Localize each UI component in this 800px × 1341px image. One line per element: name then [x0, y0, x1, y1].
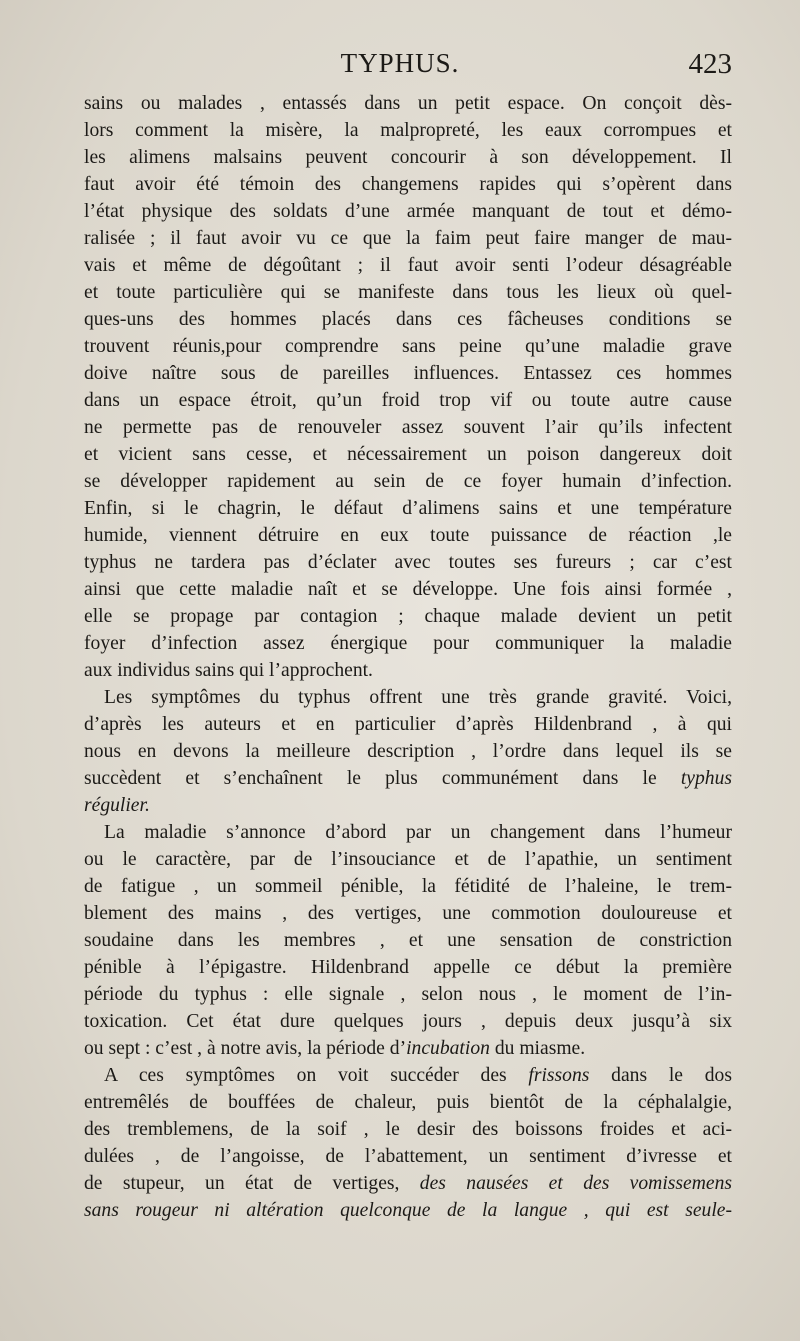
text-line: ralisée ; il faut avoir vu ce que la faim peut faire manger de mau-	[84, 228, 732, 249]
text-line: de fatigue , un sommeil pénible, la fétidité de l’haleine, le trem-	[84, 876, 732, 897]
text-line: dulées , de l’angoisse, de l’abattement, un sentiment d’ivresse et	[84, 1146, 732, 1167]
text-line: lors comment la misère, la malpropreté, les eaux corrompues et	[84, 120, 732, 141]
text-line: entremêlés de bouffées de chaleur, puis bientôt de la céphalalgie,	[84, 1092, 732, 1113]
text-line: l’état physique des soldats d’une armée manquant de tout et démo-	[84, 201, 732, 222]
italic-term: sans rougeur ni altération quelconque de la langue , qui est seule-	[84, 1200, 732, 1221]
text-line: ou le caractère, par de l’insouciance et de l’apathie, un sentiment	[84, 849, 732, 870]
italic-term: incubation	[406, 1038, 490, 1059]
text-line: ques-uns des hommes placés dans ces fâcheuses conditions se	[84, 309, 732, 330]
text-line: toxication. Cet état dure quelques jours , depuis deux jusqu’à six	[84, 1011, 732, 1032]
text-line: vais et même de dégoûtant ; il faut avoir senti l’odeur désagréable	[84, 255, 732, 276]
text-line: et vicient sans cesse, et nécessairement un poison dangereux doit	[84, 444, 732, 465]
running-title: TYPHUS.	[340, 48, 460, 78]
page-number: 423	[688, 48, 732, 80]
text-line: A ces symptômes on voit succéder des frissons dans le dos	[104, 1065, 732, 1086]
text-line: ou sept : c’est , à notre avis, la période d’incubation du miasme.	[84, 1038, 586, 1059]
text-line: soudaine dans les membres , et une sensation de constriction	[84, 930, 732, 951]
text-line: typhus ne tardera pas d’éclater avec toutes ses fureurs ; car c’est	[84, 552, 732, 573]
text-line: des tremblemens, de la soif , le desir des boissons froides et aci-	[84, 1119, 732, 1140]
text-line: nous en devons la meilleure description , l’ordre dans lequel ils se	[84, 741, 732, 762]
running-head	[0, 48, 800, 84]
text-line: dans un espace étroit, qu’un froid trop vif ou toute autre cause	[84, 390, 732, 411]
text-line: se développer rapidement au sein de ce foyer humain d’infection.	[84, 471, 732, 492]
text-line: La maladie s’annonce d’abord par un changement dans l’humeur	[104, 822, 732, 843]
italic-term: frissons	[528, 1065, 590, 1086]
text-line: période du typhus : elle signale , selon nous , le moment de l’in-	[84, 984, 732, 1005]
text-line: ainsi que cette maladie naît et se développe. Une fois ainsi formée ,	[84, 579, 732, 600]
italic-term: régulier.	[84, 795, 150, 816]
text-line: aux individus sains qui l’approchent.	[84, 660, 373, 681]
text-line: doive naître sous de pareilles influences. Entassez ces hommes	[84, 363, 732, 384]
text-line: pénible à l’épigastre. Hildenbrand appelle ce début la première	[84, 957, 732, 978]
text-line	[84, 1197, 732, 1224]
text-line: Enfin, si le chagrin, le défaut d’alimens sains et une température	[84, 498, 732, 519]
text-line: ne permette pas de renouveler assez souvent l’air qu’ils infectent	[84, 417, 732, 438]
text-line: foyer d’infection assez énergique pour communiquer la maladie	[84, 633, 732, 654]
text-line: elle se propage par contagion ; chaque malade devient un petit	[84, 606, 732, 627]
body-text	[84, 90, 732, 1224]
text-line: de stupeur, un état de vertiges, des nausées et des vomissemens	[84, 1173, 732, 1194]
text-line: d’après les auteurs et en particulier d’après Hildenbrand , à qui	[84, 714, 732, 735]
text-line: et toute particulière qui se manifeste dans tous les lieux où quel-	[84, 282, 732, 303]
text-line	[84, 792, 732, 819]
text-line: Les symptômes du typhus offrent une très grande gravité. Voici,	[104, 687, 732, 708]
text-line: humide, viennent détruire en eux toute puissance de réaction ,le	[84, 525, 732, 546]
text-line: sains ou malades , entassés dans un petit espace. On conçoit dès-	[84, 93, 732, 114]
text-line: trouvent réunis,pour comprendre sans peine qu’une maladie grave	[84, 336, 732, 357]
text-line: les alimens malsains peuvent concourir à son développement. Il	[84, 147, 732, 168]
italic-term: typhus	[680, 768, 732, 789]
text-line: blement des mains , des vertiges, une commotion douloureuse et	[84, 903, 732, 924]
italic-term: des nausées et des vomissemens	[419, 1173, 732, 1194]
text-line: succèdent et s’enchaînent le plus communément dans le typhus	[84, 768, 732, 789]
text-line: faut avoir été témoin des changemens rapides qui s’opèrent dans	[84, 174, 732, 195]
